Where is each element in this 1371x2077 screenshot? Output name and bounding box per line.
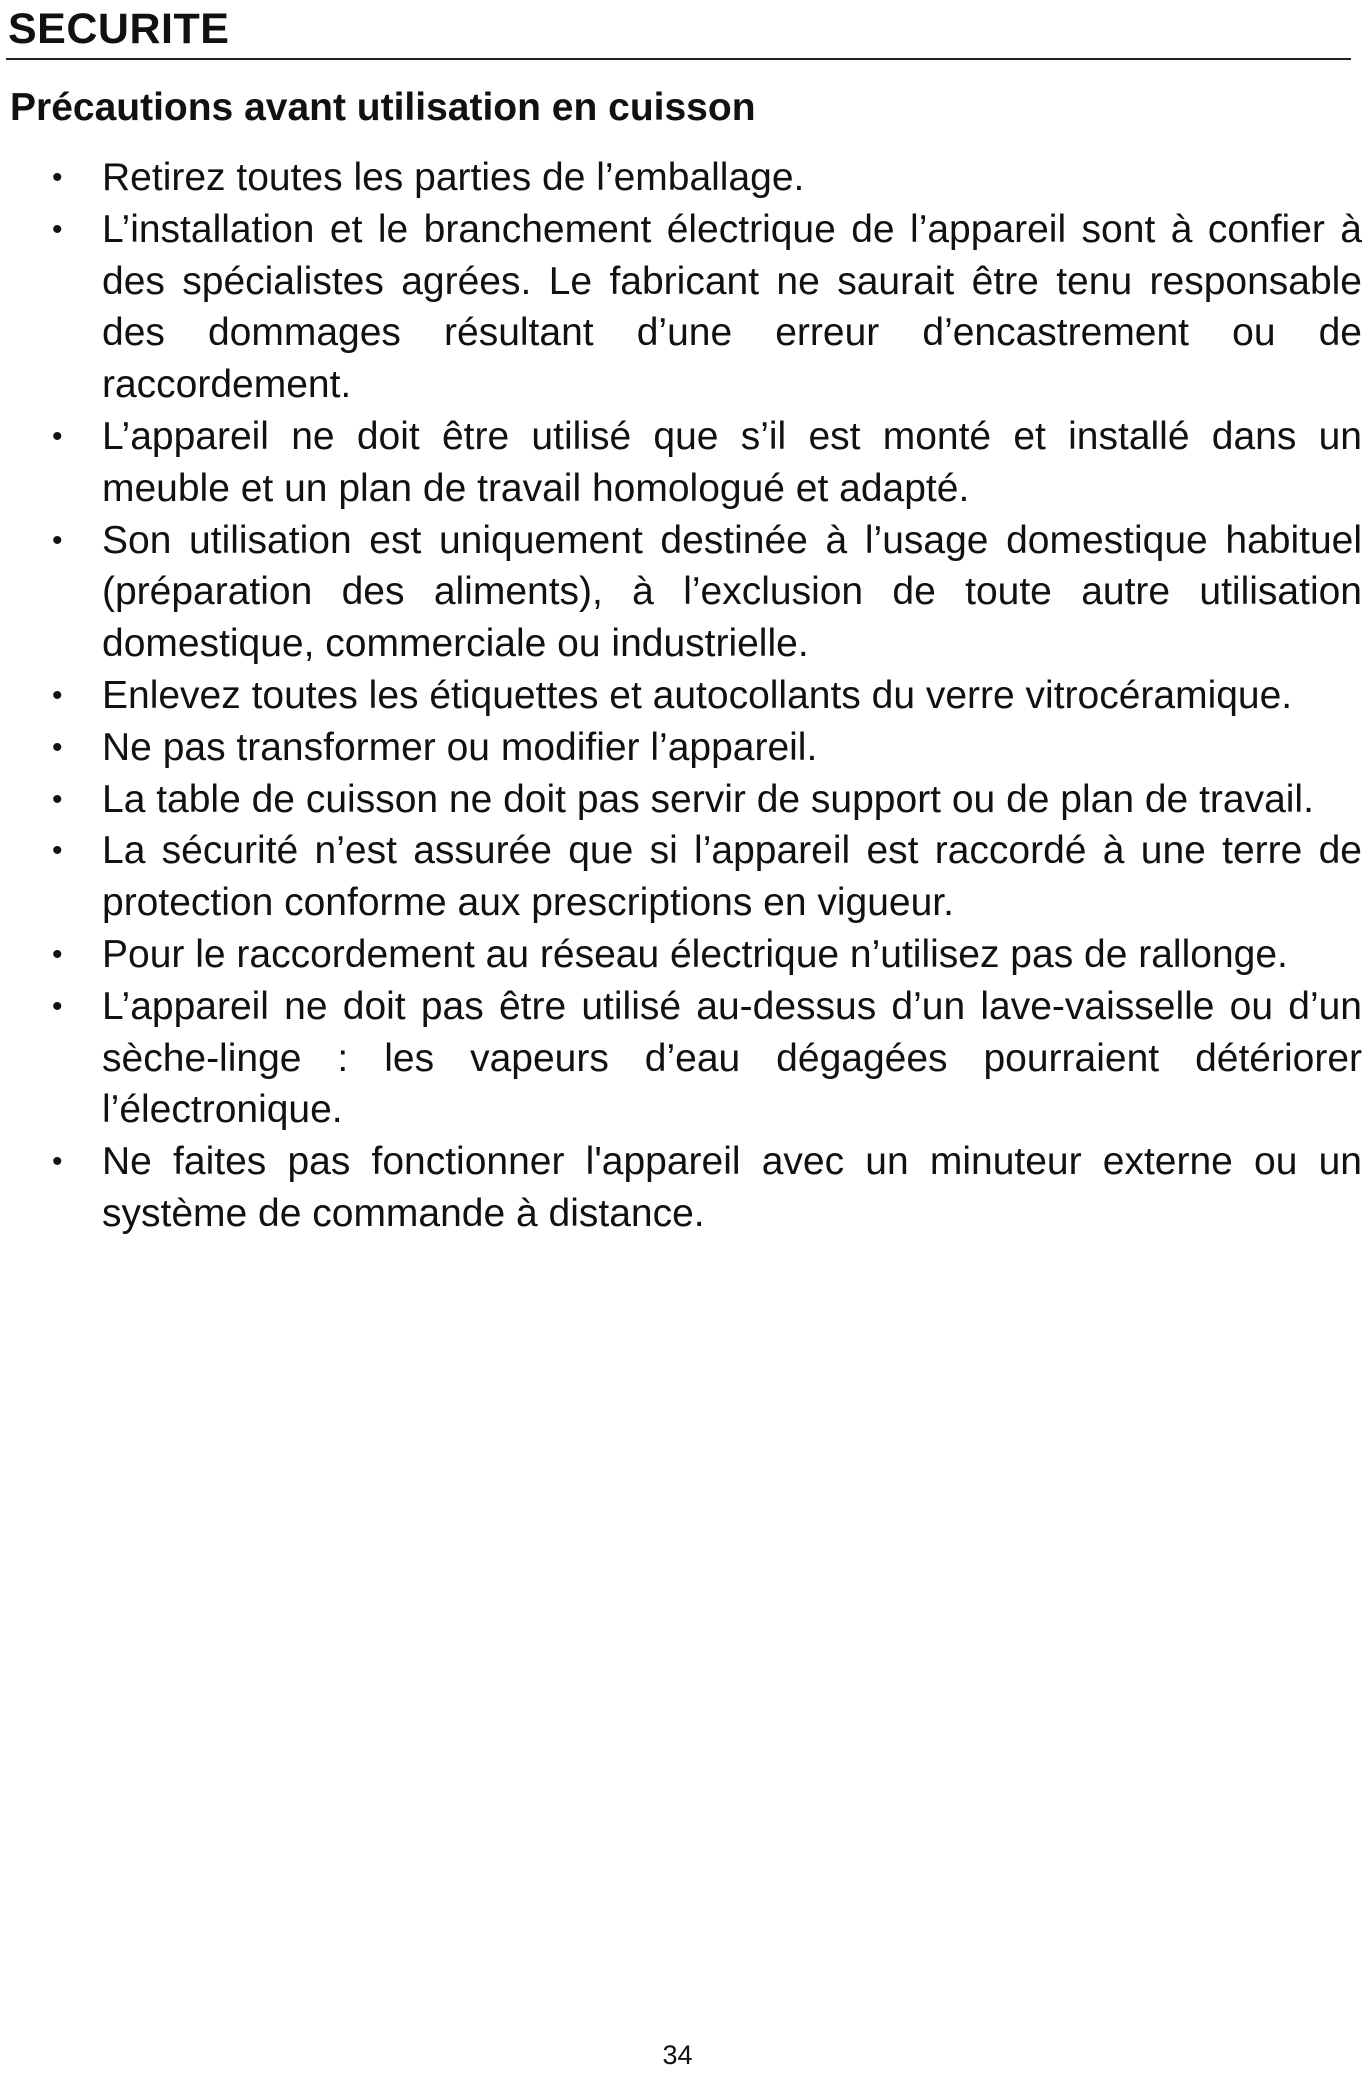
bullet-icon: • [52,937,63,971]
list-item-text: Enlevez toutes les étiquettes et autocollants du verre vitrocéramique. [102,673,1293,717]
list-item-text: Pour le raccordement au réseau électrique n’utilisez pas de rallonge. [102,932,1288,976]
bullet-icon: • [52,730,63,764]
list-item [52,981,1362,1136]
list-item-text: Ne faites pas fonctionner l'appareil avec un minuteur externe ou un système de commande à distance. [102,1140,1362,1235]
list-item-text: La table de cuisson ne doit pas servir de support ou de plan de travail. [102,777,1314,821]
bullet-icon: • [52,782,63,816]
bullet-icon: • [52,523,63,557]
list-item [52,1136,1362,1240]
page-number: 34 [662,2040,693,2070]
list-item [52,670,1362,722]
page-header [6,0,1351,60]
list-item-text: L’installation et le branchement électrique de l’appareil sont à confier à des spécialistes agrées. Le fabricant ne saurait être tenu responsable des dommages résultant d’une erreur d’encastrement ou de raccordement. [102,207,1362,407]
bullet-icon: • [52,212,63,246]
list-item [52,152,1362,204]
list-item [52,204,1362,411]
list-item-text: Retirez toutes les parties de l’emballage. [102,156,805,199]
list-item [52,411,1362,515]
list-item [52,825,1362,929]
precautions-list [52,152,1362,1240]
section-title: SECURITE [8,5,230,53]
list-item-text: Son utilisation est uniquement destinée à l’usage domestique habituel (préparation des aliments), à l’exclusion de toute autre utilisation domestique, commerciale ou industrielle. [102,518,1362,666]
bullet-icon: • [52,161,63,194]
subsection-title: Précautions avant utilisation en cuisson [10,86,756,129]
list-item [52,774,1362,826]
list-item-text: Ne pas transformer ou modifier l’appareil. [102,725,818,769]
list-item-text: La sécurité n’est assurée que si l’appareil est raccordé à une terre de protection conforme aux prescriptions en vigueur. [102,829,1362,925]
list-item [52,929,1362,981]
list-item-text: L’appareil ne doit pas être utilisé au-dessus d’un lave-vaisselle ou d’un sèche-linge : les vapeurs d’eau dégagées pourraient détériorer l’électronique. [102,984,1362,1132]
bullet-icon: • [52,989,63,1023]
bullet-icon: • [52,419,63,453]
bullet-icon: • [52,678,63,712]
list-item [52,515,1362,670]
list-item-text: L’appareil ne doit être utilisé que s’il est monté et installé dans un meuble et un plan de travail homologué et adapté. [102,414,1362,510]
bullet-icon: • [52,1145,63,1179]
list-item [52,722,1362,774]
bullet-icon: • [52,834,63,868]
